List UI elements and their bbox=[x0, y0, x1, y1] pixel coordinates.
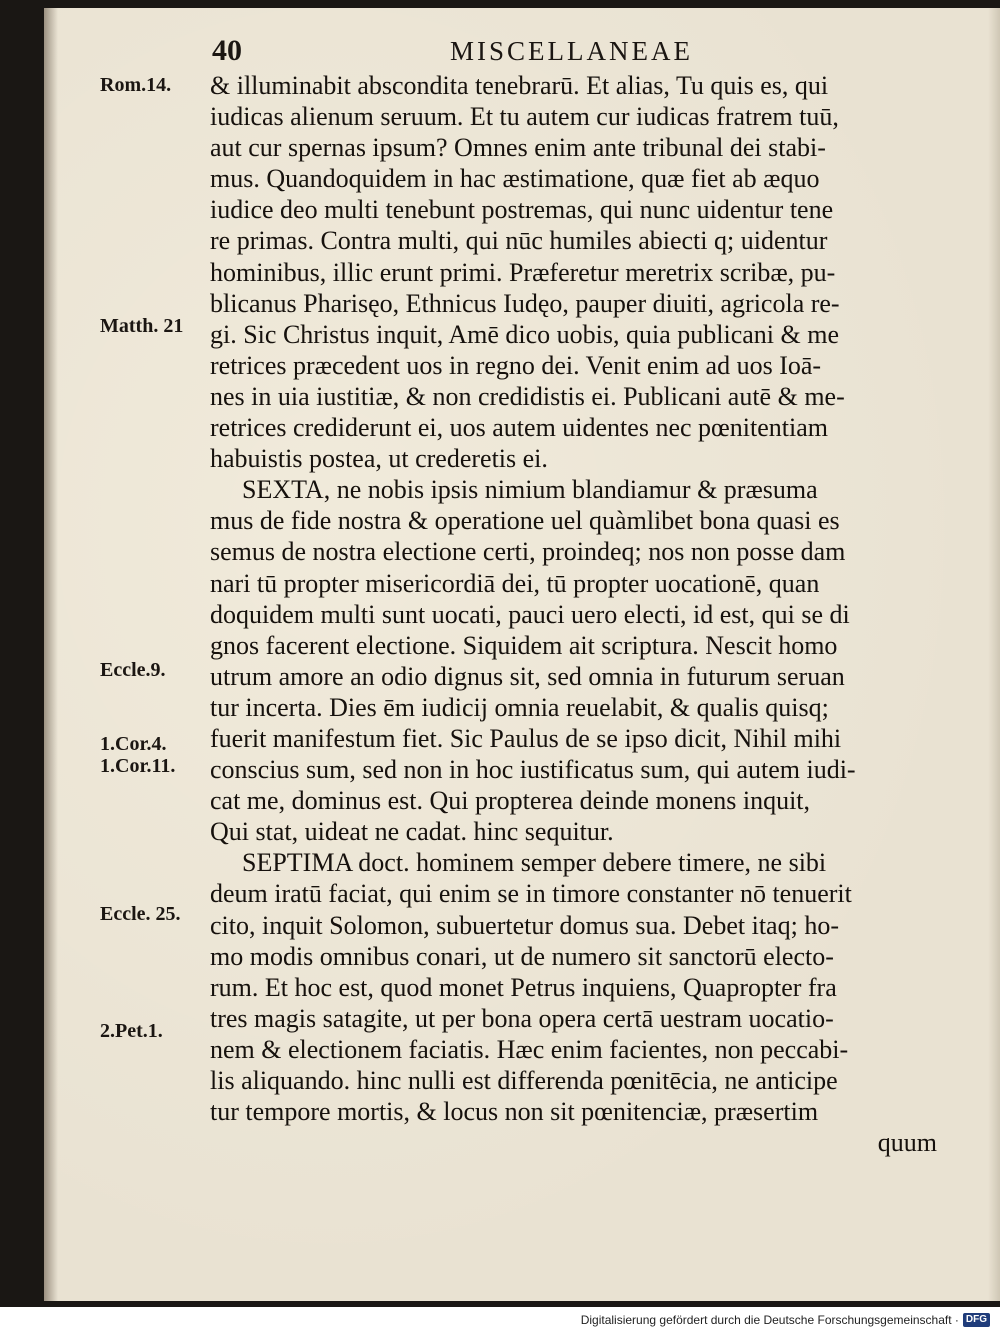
marginal-note-cor4: 1.Cor.4. bbox=[100, 733, 167, 755]
text-line: cito, inquit Solomon, subuertetur domus sua. Debet itaq; ho- bbox=[210, 910, 839, 940]
credit-text: Digitalisierung gefördert durch die Deutsche Forschungsgemeinschaft · bbox=[580, 1313, 959, 1327]
text-line: cat me, dominus est. Qui propterea deinde monens inquit, bbox=[210, 786, 811, 816]
text-line: semus de nostra electione certi, proindeq; nos non posse dam bbox=[210, 537, 846, 567]
text-line: utrum amore an odio dignus sit, sed omnia in futurum seruan bbox=[210, 661, 845, 691]
text-line: nem & electionem faciatis. Hæc enim facientes, non peccabi- bbox=[210, 1034, 849, 1064]
text-line: nes in uia iustitiæ, & non credidistis ei. Publicani autē & me- bbox=[210, 381, 845, 411]
text-line: Qui stat, uideat ne cadat. hinc sequitur. bbox=[210, 817, 614, 847]
dfg-logo: DFG bbox=[963, 1313, 990, 1327]
text-line: tres magis satagite, ut per bona opera certā uestram uocatio- bbox=[210, 1003, 834, 1033]
marginal-note-eccle25: Eccle. 25. bbox=[100, 903, 181, 925]
digitization-credit bbox=[581, 1313, 990, 1327]
text-line: habuistis postea, ut crederetis ei. bbox=[210, 444, 548, 474]
text-line: doquidem multi sunt uocati, pauci uero electi, id est, qui se di bbox=[210, 599, 850, 629]
text-line: nari tū propter misericordiā dei, tū propter uocationē, quan bbox=[210, 568, 820, 598]
text-line: fuerit manifestum fiet. Sic Paulus de se ipso dicit, Nihil mihi bbox=[210, 723, 842, 753]
text-line: tur tempore mortis, & locus non sit pœnitenciæ, præsertim bbox=[210, 1097, 819, 1127]
text-line: iudice deo multi tenebunt postremas, qui nunc uidentur tene bbox=[210, 195, 834, 225]
text-line: deum iratū faciat, qui enim se in timore constanter nō tenuerit bbox=[210, 879, 852, 909]
marginal-note-eccle9: Eccle.9. bbox=[100, 659, 166, 681]
text-line: & illuminabit abscondita tenebrarū. Et alias, Tu quis es, qui bbox=[210, 71, 829, 100]
text-line: lis aliquando. hinc nulli est differenda pœnitēcia, ne anticipe bbox=[210, 1066, 838, 1095]
gutter-shadow bbox=[44, 8, 58, 1301]
page-header bbox=[0, 34, 1000, 72]
text-line: mus. Quandoquidem in hac æstimatione, quæ fiet ab æquo bbox=[210, 164, 820, 194]
main-text bbox=[210, 70, 945, 1158]
text-line: gnos facerent electione. Siquidem ait scriptura. Nescit homo bbox=[210, 630, 838, 660]
text-line: iudicas alienum seruum. Et tu autem cur iudicas fratrem tuū, bbox=[210, 102, 839, 132]
paragraph-start-sexta: SEXTA, ne nobis ipsis nimium blandiamur & præsuma bbox=[242, 475, 818, 505]
marginal-note-cor11: 1.Cor.11. bbox=[100, 755, 176, 777]
text-line: aut cur spernas ipsum? Omnes enim ante tribunal dei stabi- bbox=[210, 133, 826, 163]
text-line: mus de fide nostra & operatione uel quàmlibet bona quasi es bbox=[210, 506, 840, 536]
marginal-note-matth: Matth. 21 bbox=[100, 315, 184, 337]
catchword: quum bbox=[877, 1128, 937, 1158]
text-line: rum. Et hoc est, quod monet Petrus inquiens, Quapropter fra bbox=[210, 972, 837, 1002]
marginal-note-rom: Rom.14. bbox=[100, 74, 172, 96]
text-line: gi. Sic Christus inquit, Amē dico uobis, quia publicani & me bbox=[210, 319, 840, 349]
text-line: tur incerta. Dies ēm iudicij omnia reuelabit, & qualis quisq; bbox=[210, 692, 829, 722]
page-edge bbox=[988, 8, 1000, 1301]
text-line: blicanus Pharisęo, Ethnicus Iudęo, pauper diuiti, agricola re- bbox=[210, 288, 840, 318]
page-number: 40 bbox=[212, 34, 242, 67]
text-line: conscius sum, sed non in hoc iustificatus sum, qui autem iudi- bbox=[210, 755, 856, 785]
text-line: retrices præcedent uos in regno dei. Venit enim ad uos Ioā- bbox=[210, 350, 822, 380]
text-line: mo modis omnibus conari, ut de numero sit sanctorū electo- bbox=[210, 941, 834, 971]
text-line: hominibus, illic erunt primi. Præferetur meretrix scribæ, pu- bbox=[210, 257, 836, 287]
text-line: re primas. Contra multi, qui nūc humiles abiecti q; uidentur bbox=[210, 226, 828, 256]
paragraph-start-septima: SEPTIMA doct. hominem semper debere timere, ne sibi bbox=[242, 848, 827, 878]
running-title: MISCELLANEAE bbox=[450, 36, 693, 66]
marginal-note-pet: 2.Pet.1. bbox=[100, 1020, 163, 1042]
text-line: retrices crediderunt ei, uos autem uidentes nec pœnitentiam bbox=[210, 413, 828, 443]
